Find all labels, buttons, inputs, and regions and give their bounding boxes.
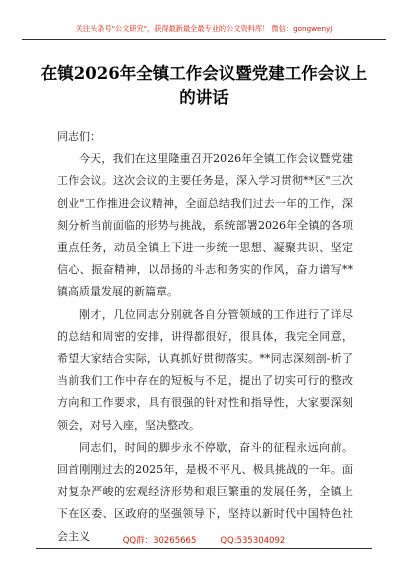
document-title: 在镇2026年全镇工作会议暨党建工作会议上的讲话 — [40, 64, 368, 107]
salutation: 同志们： — [57, 130, 101, 143]
paragraph-2: 刚才，几位同志分别就各自分管领域的工作进行了详尽的总结和周密的安排，讲得都很好，很具体，我完全同意，希望大家结合实际，认真抓好贯彻落实。**同志深刻剖-析了当前我们工作中存在的短板与不足，提出了切实可行的整改方向和工作要求，具有很强的针对性和指导性，大家要深刻领会，对号入座，坚决整改。 — [57, 307, 353, 432]
footer-contact — [0, 534, 408, 546]
header-note: 关注头条号"公文研究"，获得最新最全最专业的公文资料库！ 微信：gongwenyj — [75, 24, 333, 33]
paragraph-1: 今天，我们在这里隆重召开2026年全镇工作会议暨党建工作会议。这次会议的主要任务是，深入学习贯彻**区"三次创业"工作推进会议精神，全面总结我们过去一年的工作，深刻分析当前面临的形势与挑战，系统部署2026年全镇的各项重点任务，动员全镇上下进一步统一思想、凝聚共识、坚定信心、振奋精神，以昂扬的斗志和务实的作风，奋力谱写**镇高质量发展的新篇章。 — [57, 152, 353, 299]
footer-qq: QQ:535304092 — [220, 536, 286, 546]
header-divider — [22, 39, 386, 40]
document-body — [57, 126, 353, 548]
footer-qq-group: QQ群：30265665 — [122, 536, 197, 546]
paragraph-3: 同志们，时间的脚步永不停歇，奋斗的征程永远向前。回首刚刚过去的2025年，是极不平凡、极具挑战的一年。面对复杂严峻的宏观经济形势和艰巨繁重的发展任务，全镇上下在区委、区政府的坚强领导下，坚持以新时代中国特色社会主义 — [57, 440, 353, 543]
footer-divider — [36, 548, 372, 549]
